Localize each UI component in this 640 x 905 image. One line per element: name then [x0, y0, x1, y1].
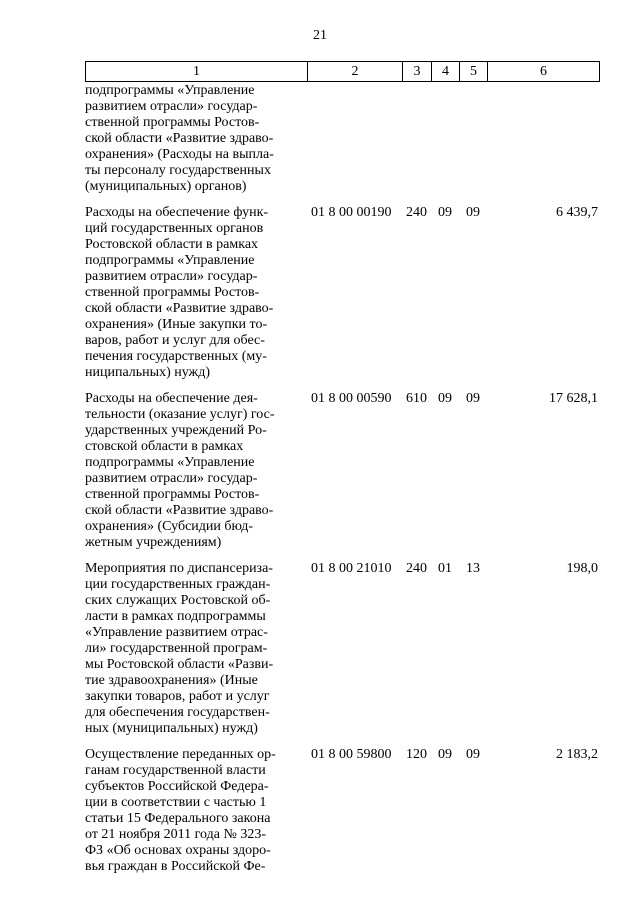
table-row	[85, 83, 600, 195]
page-number: 21	[313, 28, 327, 43]
row-amount: 2 183,2	[556, 747, 598, 762]
row-description: Мероприятия по диспансериза- ции государственных граждан- ских служащих Ростовской об- ласти в рамках подпрограммы «Управление развитием отрас- ли» государственной програм- мы Ростовской области «Разви- тие здравоохранения» (Иные закупки товаров, работ и услуг для обеспечения государствен- ных (муниципальных) нужд)	[85, 561, 274, 736]
row-col-4: 09	[438, 205, 452, 220]
header-col-1: 1	[86, 62, 308, 81]
row-col-5: 09	[466, 747, 480, 762]
row-col-4: 09	[438, 747, 452, 762]
row-col-3: 120	[406, 747, 427, 762]
table-row	[85, 561, 600, 737]
row-description: Расходы на обеспечение функ- ций государственных органов Ростовской области в рамках подпрограммы «Управление развитием отрасли» государ- ственной программы Ростов- ской области «Развитие здраво- охранения» (Иные закупки то- варов, работ и услуг для обес- печения государственных (му- ниципальных) нужд)	[85, 205, 274, 380]
row-col-5: 09	[466, 205, 480, 220]
row-code: 01 8 00 21010	[311, 561, 392, 576]
row-col-5: 13	[466, 561, 480, 576]
header-col-5: 5	[460, 62, 488, 81]
row-description: Расходы на обеспечение дея- тельности (оказание услуг) гос- ударственных учреждений Ро- стовской области в рамках подпрограммы «Управление развитием отрасли» государ- ственной программы Ростов- ской области «Развитие здраво- охранения» (Субсидии бюд- жетным учреждениям)	[85, 391, 275, 550]
table-row	[85, 747, 600, 875]
row-amount: 6 439,7	[556, 205, 598, 220]
row-col-5	[459, 83, 487, 195]
row-amount	[487, 83, 600, 195]
row-code: 01 8 00 00590	[311, 391, 392, 406]
table-row	[85, 391, 600, 551]
row-col-4: 01	[438, 561, 452, 576]
row-code	[307, 83, 402, 195]
row-col-4	[431, 83, 459, 195]
header-col-4: 4	[432, 62, 460, 81]
row-amount: 17 628,1	[549, 391, 598, 406]
row-col-3: 240	[406, 561, 427, 576]
row-amount: 198,0	[566, 561, 598, 576]
header-col-3: 3	[403, 62, 432, 81]
row-col-5: 09	[466, 391, 480, 406]
header-col-6: 6	[540, 64, 547, 79]
row-description: Осуществление переданных ор- ганам государственной власти субъектов Российской Федера- ции в соответствии с частью 1 статьи 15 Федерального закона от 21 ноября 2011 года № 323- ФЗ «Об основах охраны здоро- вья граждан в Российской Фе-	[85, 747, 276, 874]
header-col-2: 2	[308, 62, 403, 81]
row-col-3: 610	[406, 391, 427, 406]
table-row	[85, 205, 600, 381]
row-col-3	[402, 83, 431, 195]
table-header	[85, 61, 600, 82]
row-col-4: 09	[438, 391, 452, 406]
row-code: 01 8 00 59800	[311, 747, 392, 762]
budget-table	[85, 61, 600, 875]
row-col-3: 240	[406, 205, 427, 220]
row-code: 01 8 00 00190	[311, 205, 392, 220]
row-description: подпрограммы «Управление развитием отрасли» государ- ственной программы Ростов- ской области «Развитие здраво- охранения» (Расходы на выпла- ты персоналу государственных (муниципальных) органов)	[85, 83, 274, 194]
